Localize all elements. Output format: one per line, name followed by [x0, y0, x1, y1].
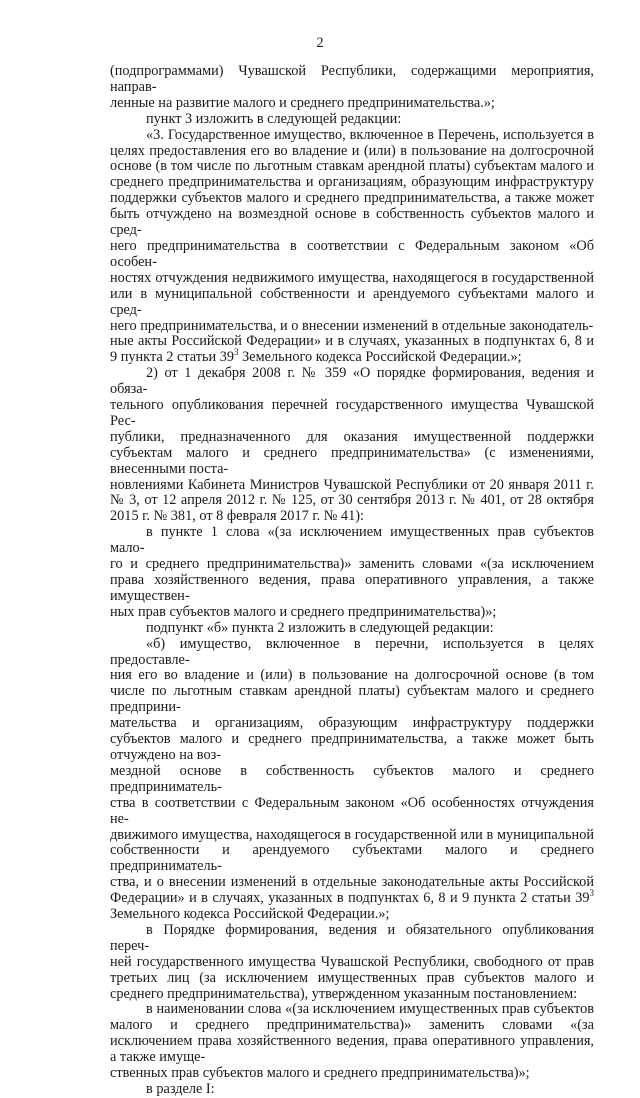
text-line: среднего предпринимательства и организациям, образующим инфраструктуру: [110, 174, 594, 191]
text-line: новлениями Кабинета Министров Чувашской Республики от 20 января 2011 г.: [110, 476, 594, 493]
text-line: в Порядке формирования, ведения и обязательного опубликования переч-: [110, 921, 594, 954]
text-line: него предпринимательства в соответствии с Федеральным законом «Об особен-: [110, 237, 594, 270]
text-line: права хозяйственного ведения, права оперативного управления, а также имуще-: [110, 1033, 595, 1066]
text-line: основе (в том числе по льготным ставкам арендной платы) субъектам малого и: [110, 158, 594, 175]
document-body: [110, 64, 594, 1098]
text-line: малого и среднего предпринимательства, а также может быть отчуждено на воз-: [110, 731, 594, 763]
text-line: него предпринимательства, и о внесении изменений в отдельные законодатель-: [110, 317, 594, 334]
text-line: ства в соответствии с Федеральным законом «Об особенностях отчуждения не-: [110, 794, 594, 827]
text-line: «3. Государственное имущество, включенное в Перечень, используется в: [146, 126, 594, 143]
paragraph: [110, 637, 594, 923]
text-line: ней государственного имущества Чувашской Республики, свободного от прав: [110, 953, 594, 970]
text-line: целях предоставления его во владение и (или) в пользование на долгосрочной: [110, 142, 594, 159]
text-line: ства, и о внесении изменений в отдельные законодательные акты Российской: [110, 874, 594, 891]
paragraph: [110, 64, 594, 112]
text-line: пункт 3 изложить в следующей редакции:: [146, 110, 402, 127]
text-line: или в муниципальной собственности и арендуемого субъектами малого и сред-: [110, 285, 594, 318]
text-line: ных прав субъектов малого и среднего предпринимательства)»;: [110, 603, 497, 620]
text-line: по льготным ставкам арендной платы) субъектам малого и среднего предприни-: [110, 683, 594, 716]
text-line: Земельного кодекса Российской Федерации.»;: [110, 906, 390, 923]
text-line: малого и среднего предпринимательства» (с изменениями, внесенными поста-: [110, 444, 594, 477]
text-line: предпринимательства), утвержденном указанным постановлением:: [167, 985, 578, 1002]
text-line: тельного опубликования перечней государственного имущества Чувашской Рес-: [110, 397, 594, 429]
paragraph: [110, 128, 594, 367]
text-line: (подпрограммами) Чувашской Республики, содержащими мероприятия, направ-: [110, 63, 594, 95]
text-line: публики, предназначенного для оказания имущественной поддержки субъектам: [110, 428, 594, 461]
text-line: мательства и организациям, образующим инфраструктуру поддержки субъектов: [110, 715, 594, 748]
text-line: ственных прав субъектов малого и среднего предпринимательства)»;: [110, 1065, 530, 1082]
text-line: ленные на развитие малого и среднего предпринимательства.»;: [110, 94, 495, 111]
text-line: хозяйственного ведения, права оперативного управления, а также имуществен-: [110, 572, 594, 604]
paragraph: [110, 1082, 594, 1098]
paragraph: [110, 112, 594, 128]
text-line: Федерации» и в случаях, указанных в подпунктах 6, 8 и 9 пункта 2 статьи $39^3$: [110, 888, 594, 907]
text-line: собственности и арендуемого субъектами малого и среднего предприниматель-: [110, 842, 594, 875]
text-line: ные акты Российской Федерации» и в случаях, указанных в подпунктах 6, 8 и 9: [110, 333, 594, 366]
paragraph: [110, 525, 594, 620]
text-line: ния его во владение и (или) в пользование на долгосрочной основе (в том числе: [110, 667, 594, 700]
text-line: быть отчуждено на возмездной основе в собственность субъектов малого и сред-: [110, 206, 594, 239]
text-line: в пункте 1 слова «(за исключением имущественных прав субъектов мало-: [110, 524, 594, 557]
text-line: подпункт «б» пункта 2 изложить в следующей редакции:: [146, 619, 494, 636]
text-line: го и среднего предпринимательства)» заменить словами «(за исключением права: [110, 556, 594, 588]
text-line: движимого имущества, находящегося в государственной или в муниципальной: [110, 826, 594, 843]
text-line: в разделе I:: [146, 1081, 215, 1097]
text-line: 2) от 1 декабря 2008 г. № 359 «О порядке формирования, ведения и обяза-: [110, 365, 594, 398]
text-line: мездной основе в собственность субъектов малого и среднего предприниматель-: [110, 762, 594, 795]
paragraph: [110, 923, 594, 1003]
text-line: в наименовании слова «(за исключением имущественных прав субъектов: [146, 1001, 594, 1018]
text-line: № 3, от 12 апреля 2012 г. № 125, от 30 сентября 2013 г. № 401, от 28 октября: [110, 492, 594, 509]
text-line: «б) имущество, включенное в перечни, используется в целях предоставле-: [110, 635, 594, 668]
text-line: 2015 г. № 381, от 8 февраля 2017 г. № 41):: [110, 508, 364, 525]
text-line: пункта 2 статьи $39^3$ Земельного кодекса Российской Федерации.»;: [120, 347, 522, 366]
paragraph: [110, 1002, 594, 1082]
paragraph: [110, 621, 594, 637]
text-line: третьих лиц (за исключением имущественных прав субъектов малого и среднего: [110, 969, 594, 1002]
paragraph: [110, 366, 594, 525]
text-line: малого и среднего предпринимательства)» заменить словами «(за исключением: [110, 1017, 594, 1050]
page-number: 2: [316, 35, 324, 51]
text-line: ностях отчуждения недвижимого имущества, находящегося в государственной: [110, 269, 594, 286]
text-line: поддержки субъектов малого и среднего предпринимательства, а также может: [110, 190, 594, 207]
